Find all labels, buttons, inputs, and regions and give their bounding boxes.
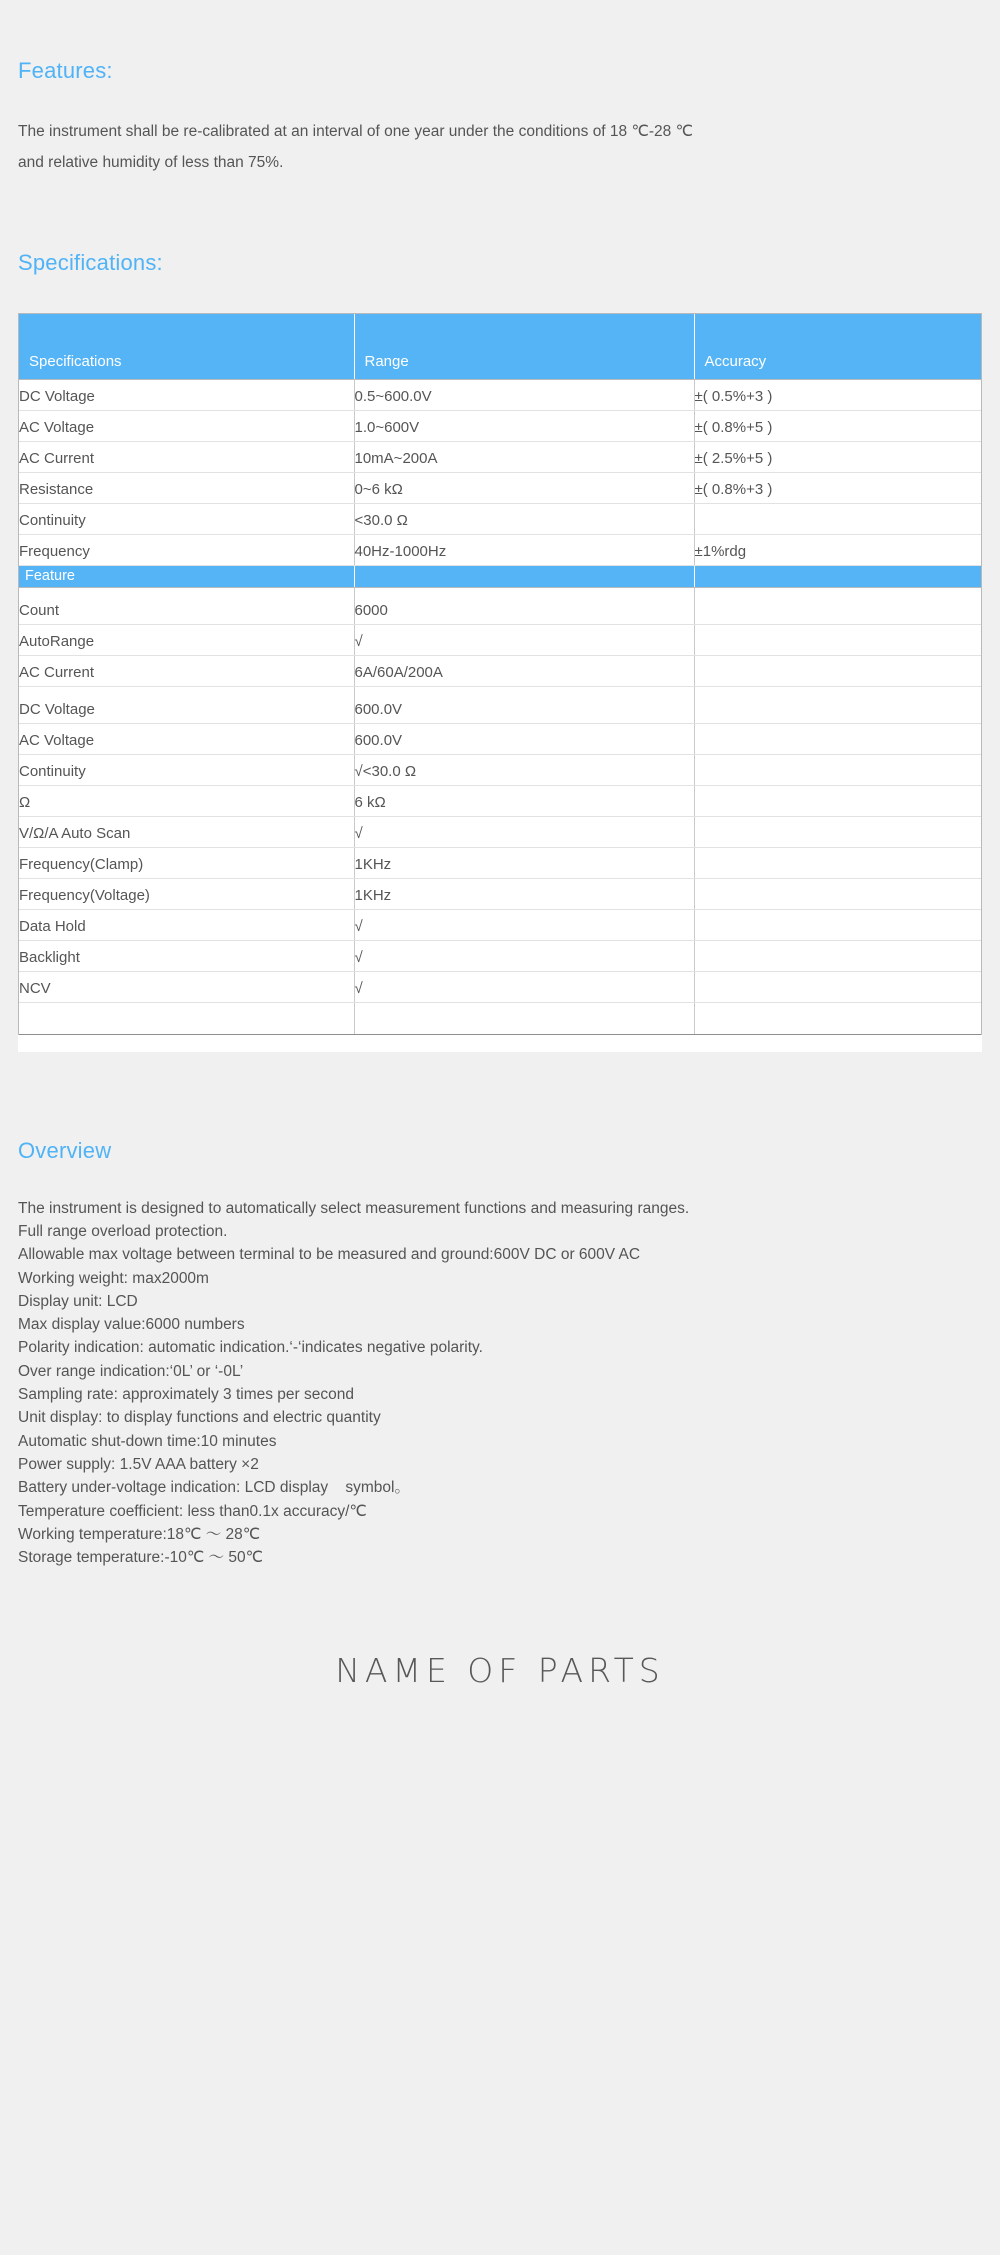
row-label: Frequency(Voltage) bbox=[19, 879, 354, 910]
row-range: <30.0 Ω bbox=[354, 504, 694, 535]
overview-heading: Overview bbox=[18, 1138, 112, 1164]
overview-line: Display unit: LCD bbox=[18, 1292, 138, 1310]
row-range: 10mA~200A bbox=[354, 442, 694, 473]
specifications-table bbox=[19, 314, 981, 1036]
row-label: V/Ω/A Auto Scan bbox=[19, 817, 354, 848]
empty-cell bbox=[354, 1003, 694, 1035]
row-range: 40Hz-1000Hz bbox=[354, 535, 694, 566]
overview-line: Unit display: to display functions and electric quantity bbox=[18, 1409, 381, 1427]
overview-line: The instrument is designed to automatically select measurement functions and measuring ranges. bbox=[18, 1199, 690, 1217]
table-row bbox=[19, 442, 981, 473]
row-label: NCV bbox=[19, 972, 354, 1003]
feature-section-label: Feature bbox=[19, 566, 354, 588]
row-label: Frequency bbox=[19, 535, 354, 566]
row-label: Data Hold bbox=[19, 910, 354, 941]
row-label: Continuity bbox=[19, 504, 354, 535]
overview-line: Storage temperature:-10℃ ～ 50℃ bbox=[18, 1549, 264, 1567]
row-value: √ bbox=[354, 625, 694, 656]
row-accuracy bbox=[694, 687, 981, 724]
overview-line: Automatic shut-down time:10 minutes bbox=[18, 1432, 277, 1450]
row-label: Count bbox=[19, 588, 354, 625]
features-section bbox=[18, 0, 982, 178]
row-accuracy bbox=[694, 972, 981, 1003]
specifications-heading: Specifications: bbox=[18, 250, 163, 276]
row-accuracy bbox=[694, 817, 981, 848]
row-range: 1.0~600V bbox=[354, 411, 694, 442]
row-value: 6000 bbox=[354, 588, 694, 625]
row-accuracy bbox=[694, 848, 981, 879]
row-label: Frequency(Clamp) bbox=[19, 848, 354, 879]
row-accuracy bbox=[694, 504, 981, 535]
row-accuracy bbox=[694, 910, 981, 941]
row-accuracy bbox=[694, 941, 981, 972]
table-row bbox=[19, 473, 981, 504]
row-label: AC Current bbox=[19, 656, 354, 687]
overview-line: Max display value:6000 numbers bbox=[18, 1316, 245, 1334]
row-accuracy bbox=[694, 625, 981, 656]
row-accuracy: ±1%rdg bbox=[694, 535, 981, 566]
overview-line: Temperature coefficient: less than0.1x accuracy/℃ bbox=[18, 1502, 367, 1520]
row-value: √ bbox=[354, 817, 694, 848]
table-bottom-strip bbox=[18, 1035, 982, 1052]
row-value: 6 kΩ bbox=[354, 786, 694, 817]
row-range: 0.5~600.0V bbox=[354, 380, 694, 411]
row-label: AutoRange bbox=[19, 625, 354, 656]
table-row bbox=[19, 910, 981, 941]
feature-section-header-row bbox=[19, 566, 981, 588]
features-paragraph bbox=[18, 116, 918, 178]
table-row bbox=[19, 411, 981, 442]
overview-line: Working weight: max2000m bbox=[18, 1269, 209, 1287]
row-label: Ω bbox=[19, 786, 354, 817]
table-row bbox=[19, 817, 981, 848]
table-row bbox=[19, 941, 981, 972]
table-row bbox=[19, 786, 981, 817]
table-row bbox=[19, 755, 981, 786]
overview-paragraph bbox=[18, 1197, 982, 1570]
table-row bbox=[19, 724, 981, 755]
row-label: AC Voltage bbox=[19, 724, 354, 755]
row-value: 1KHz bbox=[354, 879, 694, 910]
row-value: 1KHz bbox=[354, 848, 694, 879]
row-accuracy bbox=[694, 588, 981, 625]
table-row bbox=[19, 848, 981, 879]
name-of-parts-title: NAME OF PARTS bbox=[335, 1651, 665, 1691]
specifications-section bbox=[18, 178, 982, 1052]
table-row bbox=[19, 972, 981, 1003]
row-label: AC Current bbox=[19, 442, 354, 473]
table-header-row bbox=[19, 314, 981, 380]
empty-cell bbox=[19, 1003, 354, 1035]
row-accuracy bbox=[694, 755, 981, 786]
row-label: Resistance bbox=[19, 473, 354, 504]
table-row bbox=[19, 588, 981, 625]
row-label: DC Voltage bbox=[19, 687, 354, 724]
table-row-empty bbox=[19, 1003, 981, 1035]
column-header-specifications: Specifications bbox=[19, 314, 354, 380]
overview-line: Allowable max voltage between terminal to be measured and ground:600V DC or 600V AC bbox=[18, 1246, 641, 1264]
row-accuracy: ±( 0.8%+5 ) bbox=[694, 411, 981, 442]
overview-line: Sampling rate: approximately 3 times per second bbox=[18, 1386, 354, 1404]
overview-line: Over range indication:‘0L’ or ‘-0L’ bbox=[18, 1362, 244, 1380]
feature-section-blank bbox=[354, 566, 694, 588]
column-header-range: Range bbox=[354, 314, 694, 380]
overview-line: Power supply: 1.5V AAA battery ×2 bbox=[18, 1455, 259, 1473]
table-row bbox=[19, 656, 981, 687]
row-range: 0~6 kΩ bbox=[354, 473, 694, 504]
row-accuracy: ±( 0.5%+3 ) bbox=[694, 380, 981, 411]
features-heading: Features: bbox=[18, 58, 113, 83]
row-value: 600.0V bbox=[354, 724, 694, 755]
row-accuracy: ±( 2.5%+5 ) bbox=[694, 442, 981, 473]
features-line: The instrument shall be re-calibrated at an interval of one year under the conditions of 18 ℃-28 ℃ bbox=[18, 123, 693, 141]
table-row bbox=[19, 380, 981, 411]
feature-section-blank bbox=[694, 566, 981, 588]
row-accuracy bbox=[694, 724, 981, 755]
row-value: √<30.0 Ω bbox=[354, 755, 694, 786]
overview-line: Polarity indication: automatic indication.‘-‘indicates negative polarity. bbox=[18, 1339, 483, 1357]
column-header-accuracy: Accuracy bbox=[694, 314, 981, 380]
row-value: 600.0V bbox=[354, 687, 694, 724]
specifications-table-container bbox=[18, 313, 982, 1036]
row-value: √ bbox=[354, 972, 694, 1003]
row-label: Backlight bbox=[19, 941, 354, 972]
row-accuracy bbox=[694, 786, 981, 817]
table-row bbox=[19, 504, 981, 535]
empty-cell bbox=[694, 1003, 981, 1035]
row-label: Continuity bbox=[19, 755, 354, 786]
row-accuracy: ±( 0.8%+3 ) bbox=[694, 473, 981, 504]
row-label: DC Voltage bbox=[19, 380, 354, 411]
features-line: and relative humidity of less than 75%. bbox=[18, 154, 284, 172]
row-value: √ bbox=[354, 941, 694, 972]
table-row bbox=[19, 687, 981, 724]
table-row bbox=[19, 879, 981, 910]
overview-line: Full range overload protection. bbox=[18, 1222, 228, 1240]
row-label: AC Voltage bbox=[19, 411, 354, 442]
overview-line: Working temperature:18℃ ～ 28℃ bbox=[18, 1525, 261, 1543]
row-value: 6A/60A/200A bbox=[354, 656, 694, 687]
overview-line: Battery under-voltage indication: LCD display symbol。 bbox=[18, 1479, 410, 1497]
table-row bbox=[19, 535, 981, 566]
row-accuracy bbox=[694, 656, 981, 687]
row-accuracy bbox=[694, 879, 981, 910]
table-row bbox=[19, 625, 981, 656]
row-value: √ bbox=[354, 910, 694, 941]
overview-section bbox=[18, 1052, 982, 1569]
